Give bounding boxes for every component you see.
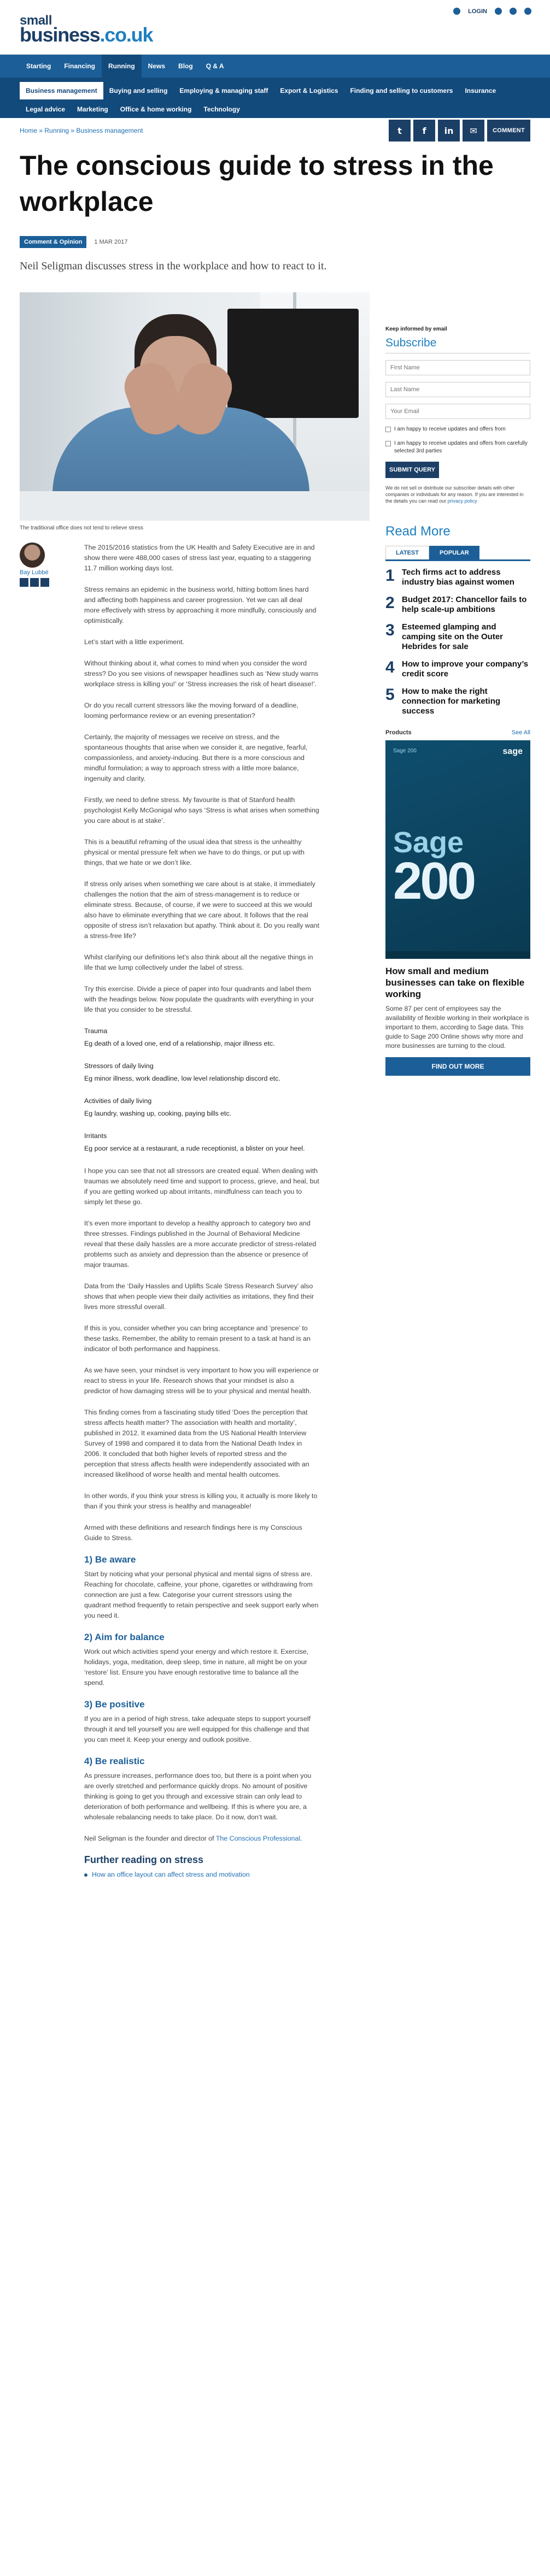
promo-strip — [385, 951, 530, 959]
author-email-icon[interactable] — [40, 578, 49, 587]
email-input[interactable] — [385, 404, 530, 419]
twitter-icon[interactable] — [495, 8, 502, 15]
sage-logo: sage — [502, 747, 523, 756]
secondary-nav-item[interactable]: Finding and selling to customers — [350, 87, 453, 95]
first-name-input[interactable] — [385, 360, 530, 375]
quadrant-example: Eg poor service at a restaurant, a rude receptionist, a blister on your heel. — [84, 1145, 305, 1152]
share-bar — [389, 120, 530, 142]
step-heading: 4) Be realistic — [84, 1756, 145, 1766]
list-item[interactable] — [385, 595, 530, 615]
step-heading: 2) Aim for balance — [84, 1632, 165, 1642]
secondary-nav-item[interactable]: Employing & managing staff — [179, 87, 268, 95]
article-paragraph: Certainly, the majority of messages we receive on stress, and the spontaneous thoughts that arise when we consider it, are negative, fearful, compassionless, and anxiety-inducing. But there is a more conscious and mindful formulation; a way to approach stress with a little more balance, ingenuity and clarity. — [84, 733, 308, 782]
list-item[interactable] — [385, 568, 530, 587]
quadrant-example: Eg minor illness, work deadline, low level relationship discord etc. — [84, 1075, 280, 1082]
content-layout — [0, 292, 550, 2576]
image-caption: The traditional office does not tend to relieve stress — [20, 525, 144, 531]
primary-nav-item[interactable]: Q & A — [206, 62, 224, 70]
secondary-nav — [0, 78, 550, 118]
article-paragraph: Let’s start with a little experiment. — [84, 638, 184, 646]
list-item-number: 1 — [385, 567, 395, 585]
tab-latest[interactable]: LATEST — [385, 546, 429, 559]
author-linkedin-icon[interactable] — [20, 578, 28, 587]
user-icon — [453, 8, 460, 15]
list-item-title[interactable]: How to make the right connection for marketing success — [402, 687, 501, 716]
secondary-nav-item[interactable]: Legal advice — [26, 105, 66, 113]
list-item-number: 4 — [385, 658, 395, 676]
secondary-nav-item[interactable]: Export & Logistics — [280, 87, 338, 95]
list-item[interactable] — [385, 622, 530, 652]
breadcrumb-running[interactable]: Running — [44, 127, 69, 134]
primary-nav-item[interactable]: Financing — [64, 62, 96, 70]
site-header — [0, 0, 550, 55]
email-share-icon[interactable]: ✉ — [463, 120, 484, 142]
read-more-heading: Read More — [385, 524, 450, 539]
list-item-title[interactable]: Budget 2017: Chancellor fails to help scale-up ambitions — [402, 595, 527, 614]
article-paragraph: If stress only arises when something we care about is at stake, it immediately challenges the notion that the aim of stress-management is to reduce or eliminate stress. Because, of course, if we were to succeed at this we would also have to eliminate everything that we care about. It follows that the real opposite of stress isn’t relaxation but apathy. Think about it. Do you really want a stress-free life? — [84, 880, 320, 940]
popular-list — [385, 568, 530, 716]
site-logo[interactable] — [20, 14, 153, 45]
tab-popular[interactable]: POPULAR — [429, 546, 479, 559]
avatar — [20, 543, 45, 568]
consent-checkbox-1[interactable] — [385, 427, 391, 432]
article-paragraph: Stress remains an epidemic in the business world, hitting bottom lines hard and affecting both happiness and career progression. Yet we can all deal more effectively with stress by approaching it more mindfully, consciously and optimistically. — [84, 586, 317, 624]
secondary-nav-item[interactable]: Insurance — [465, 87, 496, 95]
quadrant-term: Activities of daily living — [84, 1097, 152, 1105]
article-paragraph: Whilst clarifying our definitions let’s also think about all the negative things in life that we lump collectively under the label of stress. — [84, 953, 313, 971]
quadrant-example: Eg death of a loved one, end of a relationship, major illness etc. — [84, 1040, 275, 1047]
breadcrumb: Home » Running » Business management — [20, 127, 143, 134]
promo-big-number: 200 — [393, 852, 475, 910]
secondary-nav-item[interactable]: Buying and selling — [109, 87, 168, 95]
products-label: Products — [385, 729, 412, 736]
linkedin-icon[interactable] — [524, 8, 531, 15]
consent-label-2: I am happy to receive updates and offers from carefully selected 3rd parties — [394, 440, 528, 454]
desk-shape — [20, 491, 370, 521]
primary-nav-item[interactable]: Running — [102, 55, 142, 78]
article-paragraph: This finding comes from a fascinating study titled ‘Does the perception that stress affects health matter? The association with health and mortality’, published in 2012. It examined data from the US National Health Interview Survey of 1998 and compared it to data from the National Death Index in 2006. It concluded that both higher levels of reported stress and the perception that stress affects health were independently associated with an increased likelihood of worse health and mental health outcomes. — [84, 1408, 309, 1478]
monitor-shape — [227, 309, 359, 418]
step-heading: 1) Be aware — [84, 1554, 136, 1565]
author-facebook-icon[interactable] — [30, 578, 39, 587]
primary-nav-item[interactable]: News — [148, 62, 166, 70]
logo-line-2: business.co.uk — [20, 23, 153, 46]
article-paragraph: The 2015/2016 statistics from the UK Health and Safety Executive are in and show there were 488,000 cases of stress last year, equating to a staggering 11.7 million working days lost. — [84, 544, 315, 572]
privacy-note: We do not sell or distribute our subscriber details with other companies or individuals for any reason. If you are interested in the details you can read our privacy policy — [385, 485, 524, 504]
find-out-more-button[interactable]: FIND OUT MORE — [385, 1057, 530, 1076]
facebook-icon[interactable] — [510, 8, 517, 15]
secondary-nav-item[interactable]: Office & home working — [120, 105, 192, 113]
twitter-share-icon[interactable]: t — [389, 120, 411, 142]
logo-line-1: small — [20, 13, 52, 28]
promo-big-text: Sage — [393, 826, 464, 859]
list-item-title[interactable]: How to improve your company’s credit score — [402, 659, 529, 679]
article-paragraph: Without thinking about it, what comes to mind when you consider the word stress? Do you see visions of newspaper headlines such as ‘New study warns workplace stress is killing you!’ or ‘Stress increases the risk of heart disease!’. — [84, 659, 319, 688]
list-item-number: 5 — [385, 686, 395, 704]
hero-image — [20, 292, 370, 521]
read-more-tabs — [385, 546, 530, 561]
article-paragraph: Firstly, we need to define stress. My favourite is that of Stanford health psychologist Kelly McGonigal who says ‘Stress is what arises when something you care about is at stake’. — [84, 796, 319, 824]
subscribe-heading: Subscribe — [385, 337, 530, 353]
list-item-number: 3 — [385, 621, 395, 639]
quadrant-term: Trauma — [84, 1027, 108, 1035]
see-all-link[interactable]: See All — [511, 729, 530, 736]
privacy-policy-link[interactable]: privacy policy — [447, 498, 477, 504]
list-item-number: 2 — [385, 594, 395, 612]
bio-link[interactable]: The Conscious Professional — [215, 1835, 301, 1842]
step-text: Work out which activities spend your energy and which restore it. Exercise, holidays, yoga, meditation, deep sleep, time in nature, all might be on your ‘restore’ list. Ensure you have enough restorative time to balance all the spend. — [84, 1648, 309, 1687]
author-social — [20, 578, 63, 587]
account-bar — [453, 8, 531, 15]
primary-nav — [0, 55, 550, 78]
article-paragraph: Or do you recall current stressors like the moving forward of a deadline, looming performance review or an evening presentation? — [84, 702, 299, 720]
article-paragraph: I hope you can see that not all stressors are created equal. When dealing with traumas we absolutely need time and support to process, grieve, and heal, but if you are getting worked up about irritants, mindfulness can teach you to simply let these go. — [84, 1167, 319, 1206]
quadrant-term: Stressors of daily living — [84, 1062, 154, 1070]
article-main — [20, 292, 370, 1878]
list-item[interactable] — [385, 687, 530, 716]
step-text: If you are in a period of high stress, take adequate steps to support yourself through it and tell yourself you are well equipped for this challenge and that you can meet it. Keep your energy and outlook positive. — [84, 1715, 311, 1743]
keep-informed-label: Keep informed by email — [385, 326, 447, 332]
primary-nav-item[interactable]: Starting — [26, 62, 51, 70]
article-body — [84, 543, 319, 1880]
article-paragraph: Data from the ‘Daily Hassles and Uplifts Scale Stress Research Survey’ also shows that when people view their daily activities as irritations, they find their lives more stressful overall. — [84, 1282, 314, 1311]
promo-image[interactable] — [385, 740, 530, 959]
list-item-title[interactable]: Tech firms act to address industry bias against women — [402, 568, 514, 587]
article-meta — [20, 236, 530, 248]
consent-row-1 — [385, 426, 530, 433]
last-name-input[interactable] — [385, 382, 530, 397]
quadrant-term: Irritants — [84, 1132, 107, 1140]
article-date: 1 MAR 2017 — [94, 239, 128, 245]
further-reading-link[interactable]: How an office layout can affect stress and motivation — [92, 1871, 250, 1878]
article-paragraph: If this is you, consider whether you can bring acceptance and ‘presence’ to these tasks. Remember, the ability to remain present to a task at hand is an indicator of both performance and happiness. — [84, 1324, 311, 1353]
further-reading-heading: Further reading on stress — [84, 1854, 204, 1865]
article-paragraph: As we have seen, your mindset is very important to how you will experience or react to stress in your life. Research shows that your mindset is also a predictor of how damaging stress will be to your physical and mental health. — [84, 1366, 319, 1395]
consent-row-2 — [385, 440, 530, 455]
article-paragraph: This is a beautiful reframing of the usual idea that stress is the unhealthy physical or mental pressure felt when we have to do things, or put up with things, that we hate or we don’t like. — [84, 838, 305, 866]
linkedin-share-icon[interactable]: in — [438, 120, 460, 142]
submit-button[interactable]: SUBMIT QUERY — [385, 462, 439, 478]
promo-small-label: Sage 200 — [393, 748, 417, 754]
author-bio: Neil Seligman is the founder and director of The Conscious Professional. — [84, 1835, 302, 1842]
author-box — [20, 543, 63, 587]
article-paragraph: In other words, if you think your stress is killing you, it actually is more likely to than if you think your stress is healthy and manageable! — [84, 1492, 318, 1510]
further-reading-item — [84, 1870, 319, 1880]
secondary-nav-item[interactable]: Business management — [20, 82, 103, 99]
primary-nav-item[interactable]: Blog — [178, 62, 193, 70]
article-title: The conscious guide to stress in the workplace — [20, 150, 494, 217]
breadcrumb-home[interactable]: Home — [20, 127, 38, 134]
breadcrumb-current[interactable]: Business management — [76, 127, 143, 134]
step-heading: 3) Be positive — [84, 1699, 145, 1710]
article-paragraph: It’s even more important to develop a healthy approach to category two and three stresses. Findings published in the Journal of Behavioral Medicine reveal that these daily hassles are a more accurate predictor of stress-related problems such as anxiety and depression than the absence or presence of major traumas. — [84, 1219, 317, 1269]
facebook-share-icon[interactable]: f — [413, 120, 435, 142]
author-name[interactable]: Bay Lubbé — [20, 569, 49, 576]
comment-button[interactable]: COMMENT — [487, 120, 530, 142]
step-text: As pressure increases, performance does too, but there is a point when you are overly stretched and performance quickly drops. No amount of positive thinking is going to get you through and excessive strain can only lead to deterioration of both performance and wellbeing. If this is where you are, a wholesale rebalancing needs to take place. Do it now, don’t wait. — [84, 1772, 312, 1821]
step-text: Start by noticing what your personal physical and mental signs of stress are. Reaching for chocolate, caffeine, your phone, cigarettes or withdrawing from connection are just a few. Categorise your current stressors using the quadrant method frequently to retain perspective and seek support early when you need it. — [84, 1570, 319, 1619]
list-item-title[interactable]: Esteemed glamping and camping site on the Outer Hebrides for sale — [402, 622, 504, 651]
further-reading-list — [84, 1870, 319, 1880]
secondary-nav-item[interactable]: Technology — [203, 105, 240, 113]
breadcrumb-row — [20, 118, 530, 143]
consent-label-1: I am happy to receive updates and offers from — [394, 426, 506, 432]
products-header — [385, 729, 530, 736]
category-tag[interactable]: Comment & Opinion — [20, 236, 86, 248]
standfirst: Neil Seligman discusses stress in the workplace and how to react to it. — [20, 260, 327, 272]
consent-checkbox-2[interactable] — [385, 441, 391, 446]
article-paragraph: Armed with these definitions and research findings here is my Conscious Guide to Stress. — [84, 1524, 302, 1542]
article-paragraph: Try this exercise. Divide a piece of paper into four quadrants and label them with the headings below. Now populate the quadrants with everything in your life that you consider to be stressful. — [84, 985, 314, 1013]
list-item[interactable] — [385, 659, 530, 679]
secondary-nav-item[interactable]: Marketing — [77, 105, 108, 113]
promo-title[interactable]: How small and medium businesses can take on flexible working — [385, 966, 525, 999]
promo-text: Some 87 per cent of employees say the availability of flexible working in their workplace is important to them, according to Sage data. This guide to Sage 200 Online shows why more and more businesses are turning to the cloud. — [385, 1005, 529, 1050]
sidebar — [385, 292, 530, 1076]
quadrant-example: Eg laundry, washing up, cooking, paying bills etc. — [84, 1110, 232, 1117]
login-link[interactable]: LOGIN — [468, 8, 487, 15]
